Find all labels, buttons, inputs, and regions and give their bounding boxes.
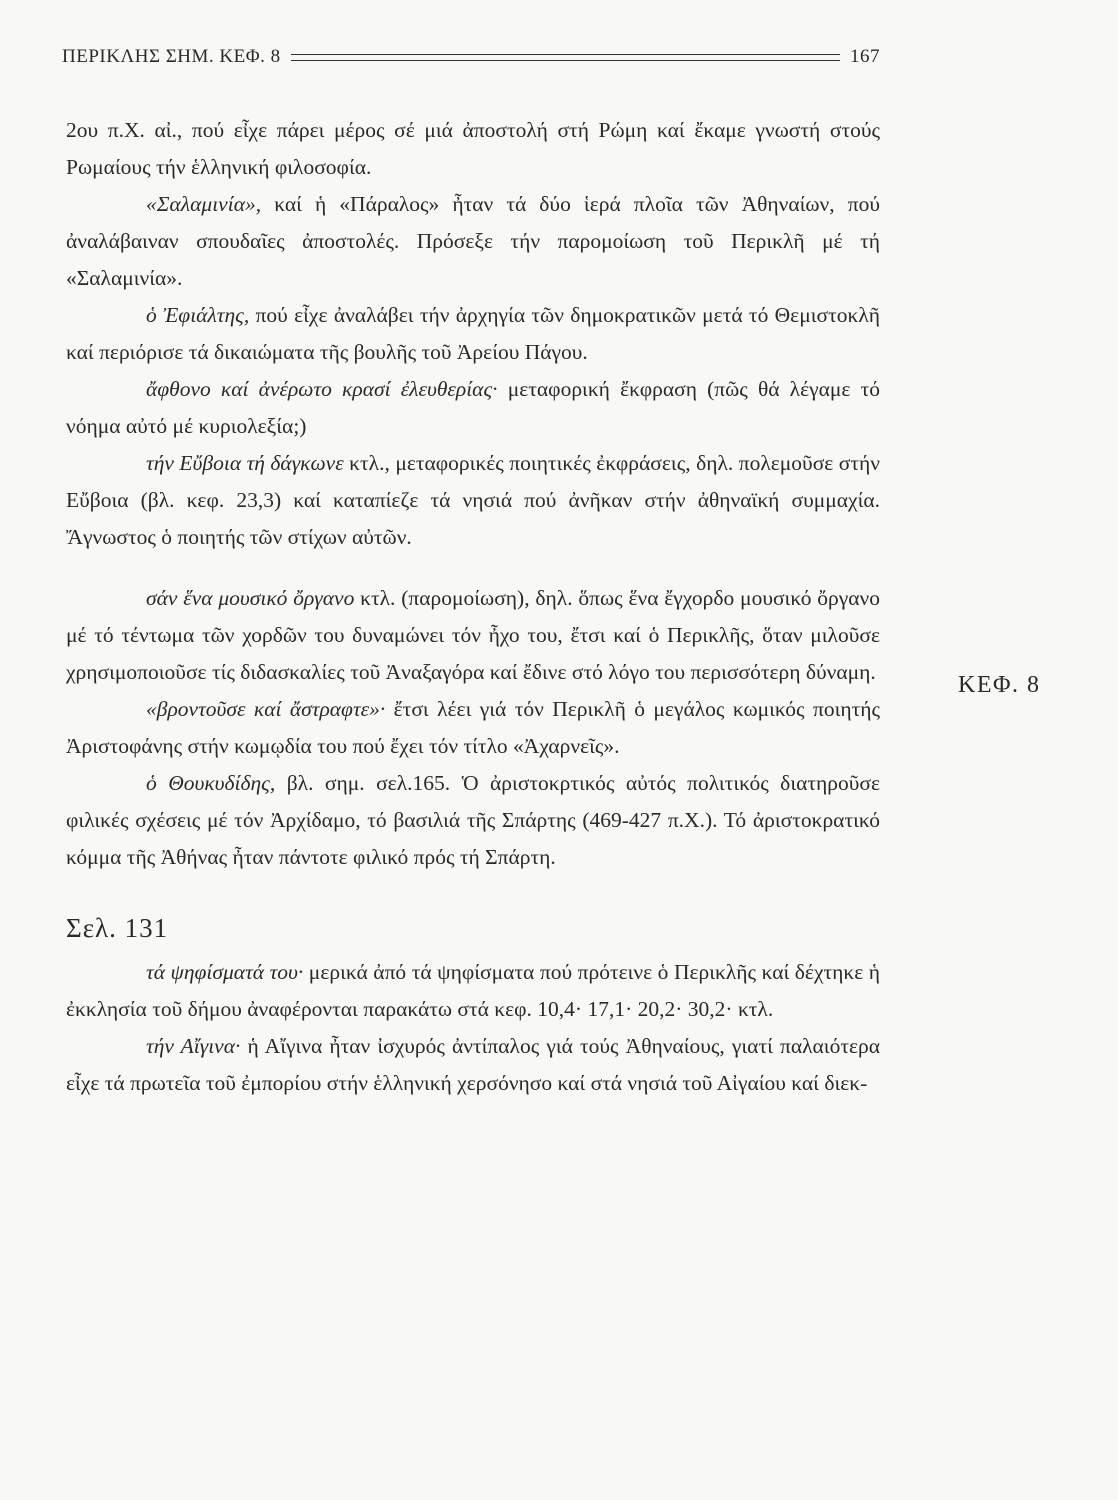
note-thundered (66, 691, 880, 765)
body-text (66, 112, 880, 1102)
note-lemma: «βροντοῦσε καί ἄστραφτε»· (146, 697, 386, 721)
running-head: ΠΕΡΙΚΛΗΣ ΣΗΜ. ΚΕΦ. 8 (62, 46, 281, 67)
paragraph-continuation (66, 112, 880, 186)
note-lemma: ὁ Ἐφιάλτης, (146, 303, 250, 327)
note-lemma: τά ψηφίσματά του· (146, 960, 304, 984)
margin-chapter-note: ΚΕΦ. 8 (958, 672, 1041, 698)
note-musical-instrument (66, 580, 880, 691)
section-heading: Σελ. 131 (66, 913, 169, 943)
paragraph-gap (66, 556, 880, 580)
note-ephialtes (66, 297, 880, 371)
note-aegina (66, 1028, 880, 1102)
note-text: ἔτσι λέει γιά τόν Περικλῆ ὁ μεγάλος κωμικός ποιητής Ἀριστοφάνης στήν κωμῳδία του πού ἔχει τόν τίτλο «Ἀχαρνεῖς». (66, 697, 880, 758)
note-lemma: τήν Αἴγινα· (146, 1034, 241, 1058)
note-euboea (66, 445, 880, 556)
page-number: 167 (850, 46, 880, 67)
note-text: μερικά ἀπό τά ψηφίσματα πού πρότεινε ὁ Περικλῆς καί δέχτηκε ἡ ἐκκλησία τοῦ δήμου ἀναφέρονται παρακάτω στά κεφ. 10,4· 17,1· 20,2· 30,2· κτλ. (66, 960, 881, 1021)
note-salaminia (66, 186, 880, 297)
note-text: ἡ Αἴγινα ἦταν ἰσχυρός ἀντίπαλος γιά τούς Ἀθηναίους, γιατί παλαιότερα εἶχε τά πρωτεῖα τοῦ ἐμπορίου στήν ἑλληνική χερσόνησο καί στά νησιά τοῦ Αἰγαίου καί διεκ- (66, 1034, 880, 1095)
note-lemma: «Σαλαμινία», (146, 192, 262, 216)
note-text: κτλ. (παρομοίωση), δηλ. ὅπως ἕνα ἔγχορδο μουσικό ὄργανο μέ τό τέντωμα τῶν χορδῶν του δυναμώνει τόν ἦχο του, ἔτσι καί ὁ Περικλῆς, ὅταν μιλοῦσε χρησιμοποιοῦσε τίς διδασκαλίες τοῦ Ἀναξαγόρα καί ἔδινε στό λόγο του περισσότερη δύναμη. (66, 586, 880, 684)
note-text: πού εἶχε ἀναλάβει τήν ἀρχηγία τῶν δημοκρατικῶν μετά τό Θεμιστοκλῆ καί περιόρισε τά δικαιώματα τῆς βουλῆς τοῦ Ἀρείου Πάγου. (66, 303, 880, 364)
note-lemma: σάν ἕνα μουσικό ὄργανο (146, 586, 355, 610)
note-text: βλ. σημ. σελ.165. Ὁ ἀριστοκρτικός αὐτός πολιτικός διατηροῦσε φιλικές σχέσεις μέ τόν Ἀρχίδαμο, τό βασιλιά τῆς Σπάρτης (469-427 π.Χ.). Τό ἀριστοκρατικό κόμμα τῆς Ἀθήνας ἦταν πάντοτε φιλικό πρός τή Σπάρτη. (66, 771, 880, 869)
note-wine-of-freedom (66, 371, 880, 445)
header-rule (291, 54, 840, 61)
note-lemma: ἄφθονο καί ἀνέρωτο κρασί ἐλευθερίας· (146, 377, 498, 401)
note-text: κτλ., μεταφορικές ποιητικές ἐκφράσεις, δηλ. πολεμοῦσε στήν Εὔβοια (βλ. κεφ. 23,3) καί καταπίεζε τά νησιά πού ἀνῆκαν στήν ἀθηναϊκή συμμαχία. Ἄγνωστος ὁ ποιητής τῶν στίχων αὐτῶν. (66, 451, 880, 549)
note-lemma: ὁ Θουκυδίδης, (146, 771, 276, 795)
note-text: καί ἡ «Πάραλος» ἦταν τά δύο ἱερά πλοῖα τῶν Ἀθηναίων, πού ἀναλάβαιναν σπουδαῖες ἀποστολές. Πρόσεξε τήν παρομοίωση τοῦ Περικλῆ μέ τή «Σαλαμινία». (66, 192, 880, 290)
paragraph-text: 2ου π.Χ. αἰ., πού εἶχε πάρει μέρος σέ μιά ἀποστολή στή Ρώμη καί ἔκαμε γνωστή στούς Ρωμαίους τήν ἑλληνική φιλοσοφία. (66, 118, 880, 179)
note-thucydides (66, 765, 880, 876)
note-decrees (66, 954, 880, 1028)
note-lemma: τήν Εὔβοια τή δάγκωνε (146, 451, 344, 475)
note-text: μεταφορική ἔκφραση (πῶς θά λέγαμε τό νόημα αὐτό μέ κυριολεξία;) (66, 377, 880, 438)
page-header (62, 42, 880, 72)
